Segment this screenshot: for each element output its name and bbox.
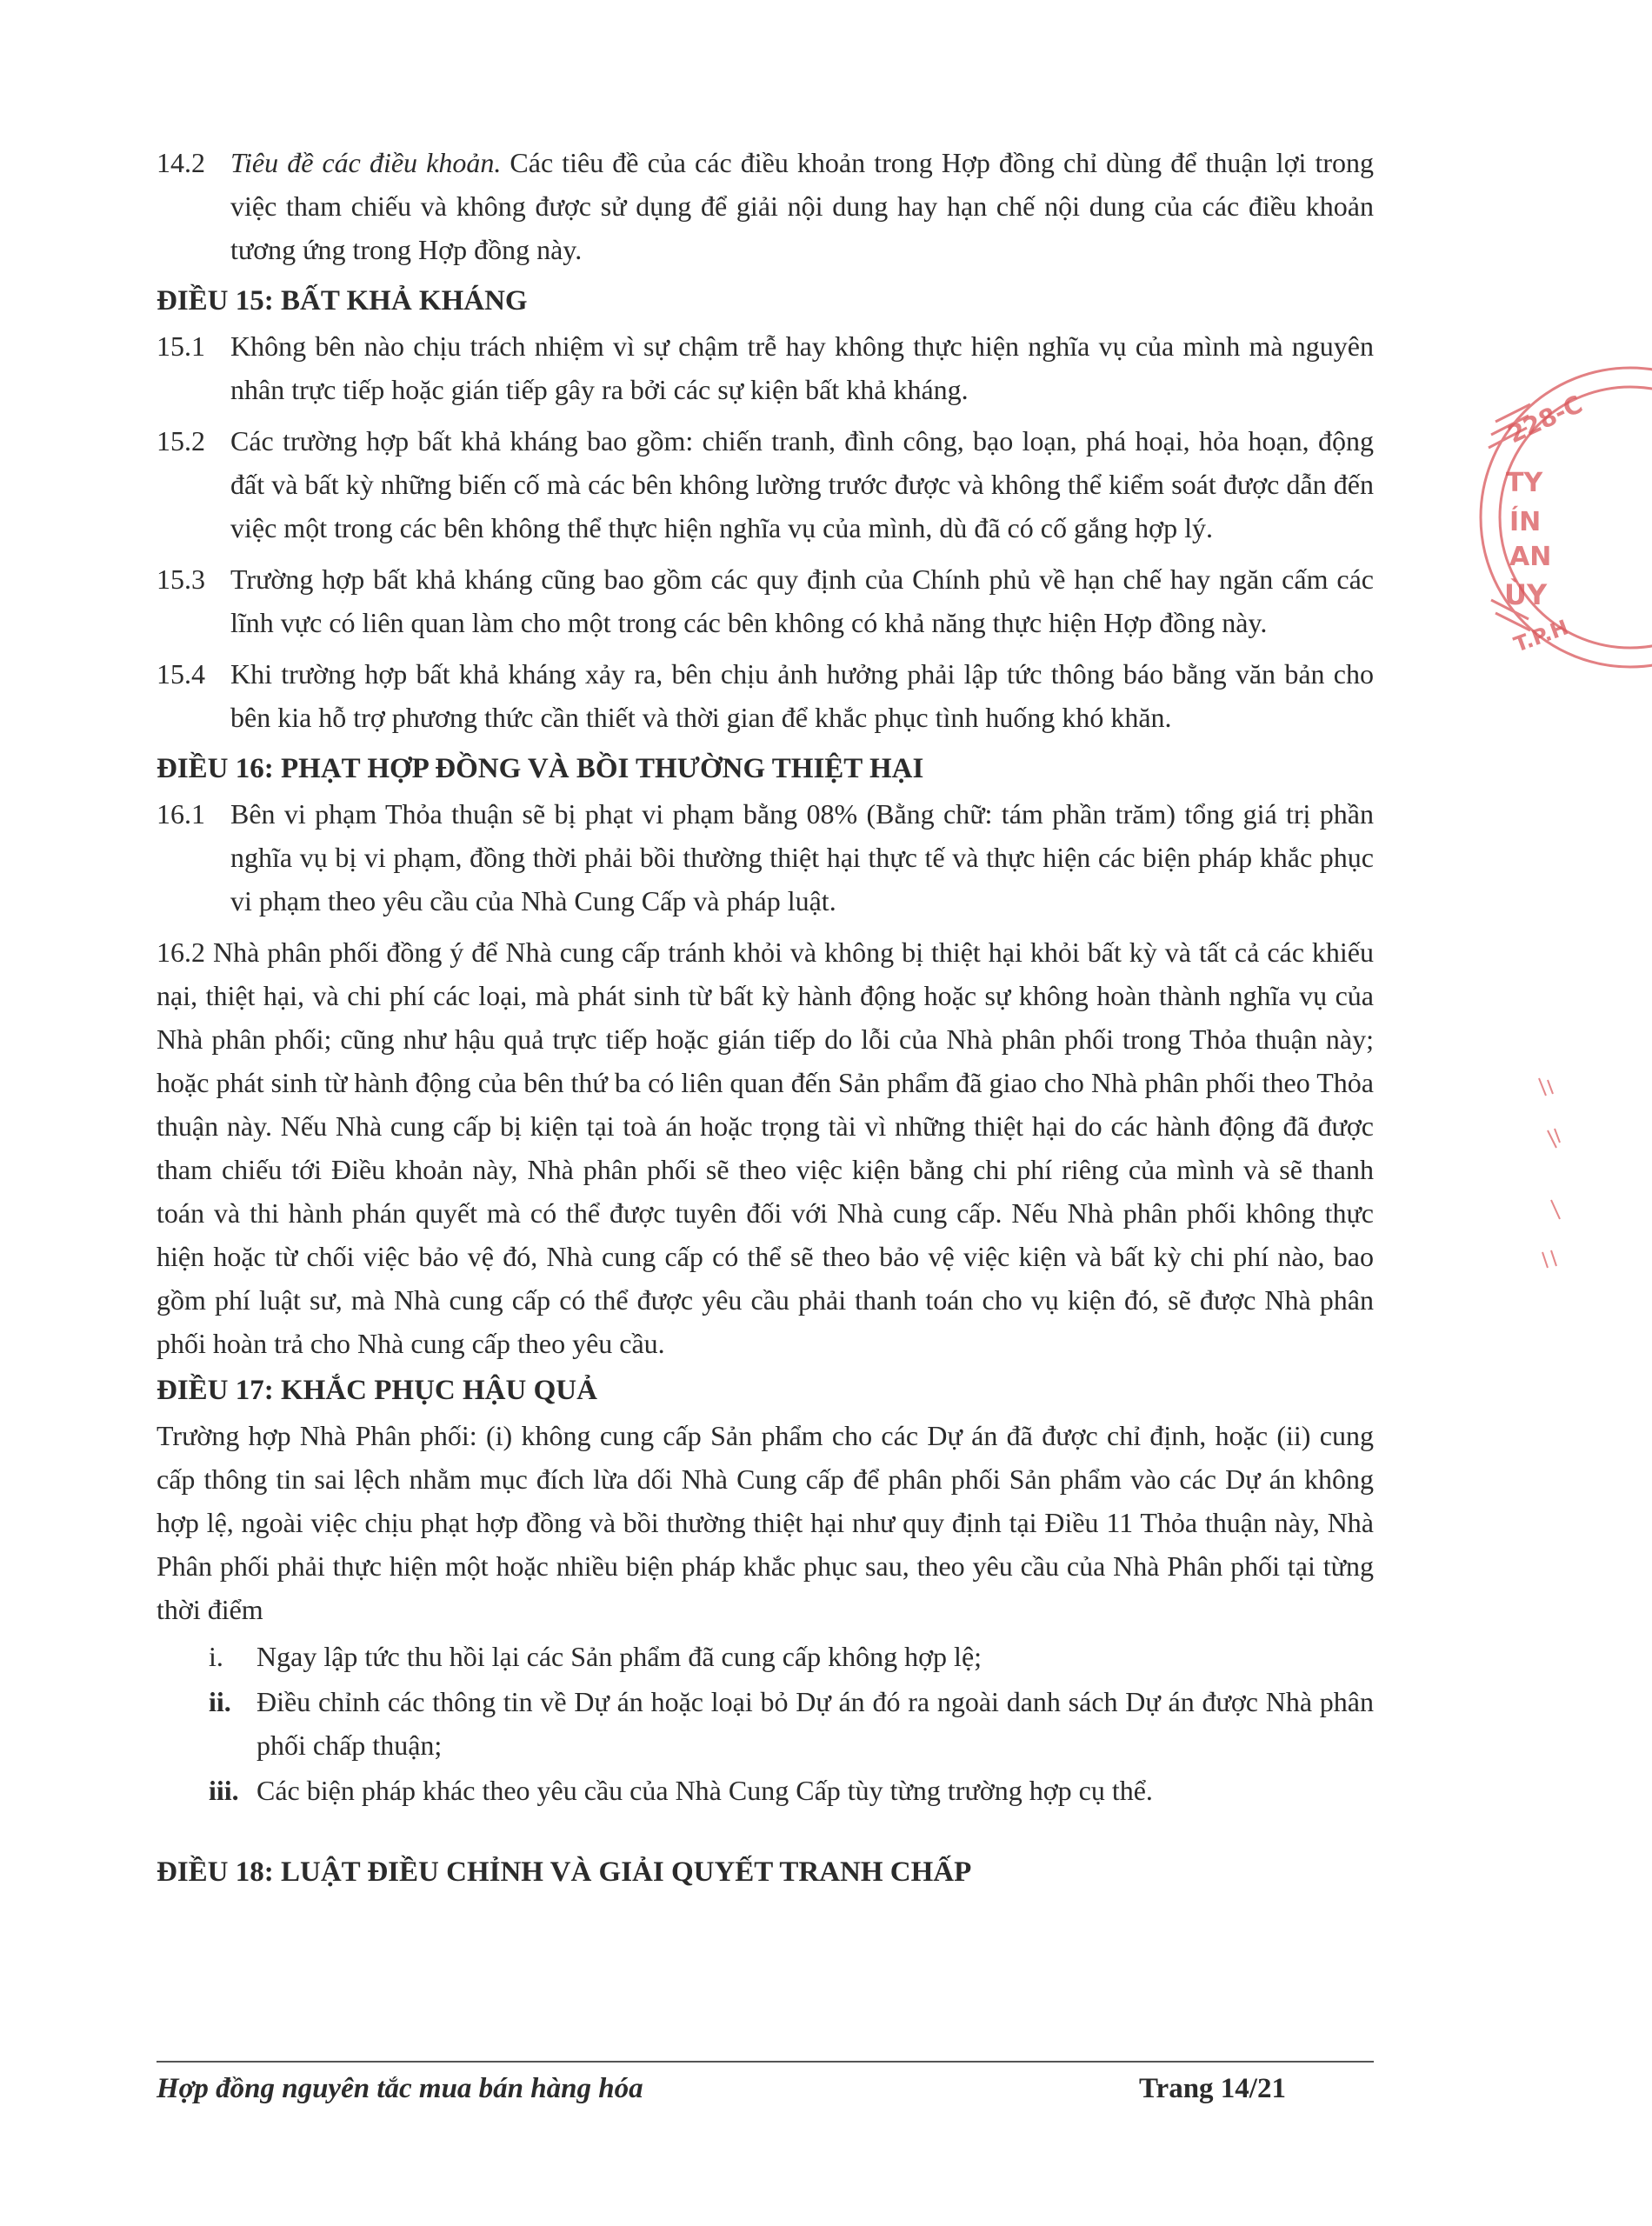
list-marker: i.: [209, 1641, 223, 1672]
spacer: [157, 1814, 1374, 1847]
svg-text:T.P.H: T.P.H: [1510, 615, 1572, 657]
clause-text: Không bên nào chịu trách nhiệm vì sự chậm trễ hay không thực hiện nghĩa vụ của mình mà nguyên nhân trực tiếp hoặc gián tiếp gây ra bởi các sự kiện bất khả kháng.: [230, 330, 1374, 405]
list-text: Các biện pháp khác theo yêu cầu của Nhà Cung Cấp tùy từng trường hợp cụ thể.: [256, 1775, 1153, 1806]
clause-number: 15.1: [157, 330, 205, 362]
list-marker: ii.: [209, 1686, 231, 1717]
article-16-heading: ĐIỀU 16: PHẠT HỢP ĐỒNG VÀ BỒI THƯỜNG THIỆT HẠI: [157, 753, 924, 784]
clause-14-2: [157, 141, 1374, 271]
footer-page-number: Trang 14/21: [1139, 2073, 1286, 2104]
clause-15-4: [157, 652, 1374, 739]
footer-document-title: Hợp đồng nguyên tắc mua bán hàng hóa: [157, 2073, 643, 2104]
remedy-item-3: [157, 1769, 1374, 1812]
clause-number: 16.1: [157, 798, 205, 830]
clause-text: Bên vi phạm Thỏa thuận sẽ bị phạt vi phạm bằng 08% (Bằng chữ: tám phần trăm) tổng giá trị phần nghĩa vụ bị vi phạm, đồng thời phải bồi thường thiệt hại thực tế và thực hiện các biện pháp khắc phục vi phạm theo yêu cầu của Nhà Cung Cấp và pháp luật.: [230, 798, 1374, 916]
svg-text:AN: AN: [1509, 542, 1552, 572]
clause-body: [230, 141, 1374, 271]
clause-15-3: [157, 557, 1374, 644]
signature-marks: [1522, 1070, 1574, 1296]
clause-16-2: 16.2 Nhà phân phối đồng ý để Nhà cung cấp tránh khỏi và không bị thiệt hại khỏi bất kỳ và tất cả các khiếu nại, thiệt hại, và chi phí các loại, mà phát sinh từ bất kỳ hành động hoặc sự không hoàn thành nghĩa vụ của Nhà phân phối; cũng như hậu quả trực tiếp hoặc gián tiếp do lỗi của Nhà phân phối trong Thỏa thuận này; hoặc phát sinh từ hành động của bên thứ ba có liên quan đến Sản phẩm đã giao cho Nhà phân phối theo Thỏa thuận này. Nếu Nhà cung cấp bị kiện tại toà án hoặc trọng tài vì những thiệt hại do các hành động đã được tham chiếu tới Điều khoản này, Nhà phân phối sẽ theo việc kiện bằng chi phí riêng của mình và sẽ thanh toán và thi hành phán quyết mà có thể được tuyên đối với Nhà cung cấp. Nếu Nhà phân phối không thực hiện hoặc từ chối việc bảo vệ đó, Nhà cung cấp có thể sẽ theo bảo vệ việc kiện và bất kỳ chi phí nào, bao gồm phí luật sư, mà Nhà cung cấp có thể được yêu cầu phải thanh toán cho vụ kiện đó, sẽ được Nhà phân phối hoàn trả cho Nhà cung cấp theo yêu cầu.: [157, 936, 1374, 1359]
svg-text:ÍN: ÍN: [1509, 507, 1542, 537]
document-content: [157, 141, 1374, 1896]
clause-number: 14.2: [157, 147, 205, 178]
clause-title: Tiêu đề các điều khoản.: [230, 147, 502, 178]
clause-number: 15.2: [157, 425, 205, 457]
list-marker: iii.: [209, 1775, 239, 1806]
clause-16-1: [157, 792, 1374, 923]
article-17-intro: Trường hợp Nhà Phân phối: (i) không cung cấp Sản phẩm cho các Dự án đã được chỉ định, hoặc (ii) cung cấp thông tin sai lệch nhằm mục đích lừa dối Nhà Cung cấp để phân phối Sản phẩm vào các Dự án không hợp lệ, ngoài việc chịu phạt hợp đồng và bồi thường thiệt hại như quy định tại Điều 11 Thỏa thuận này, Nhà Phân phối phải thực hiện một hoặc nhiều biện pháp khắc phục sau, theo yêu cầu của Nhà Phân phối tại từng thời điểm: [157, 1420, 1374, 1625]
remedy-item-1: [157, 1635, 1374, 1678]
clause-text: Khi trường hợp bất khả kháng xảy ra, bên chịu ảnh hưởng phải lập tức thông báo bằng văn bản cho bên kia hỗ trợ phương thức cần thiết và thời gian để khắc phục tình huống khó khăn.: [230, 658, 1374, 733]
clause-15-2: [157, 419, 1374, 550]
clause-number: 15.3: [157, 563, 205, 595]
clause-text: Các tiêu đề của các điều khoản trong Hợp đồng chỉ dùng để thuận lợi trong việc tham chiếu và không được sử dụng để giải nội dung hay hạn chế nội dung của các điều khoản tương ứng trong Hợp đồng này.: [230, 147, 1375, 265]
clause-text: Các trường hợp bất khả kháng bao gồm: chiến tranh, đình công, bạo loạn, phá hoại, hỏa hoạn, động đất và bất kỳ những biến cố mà các bên không lường trước được và không thể kiểm soát được dẫn đến việc một trong các bên không thể thực hiện nghĩa vụ của mình, dù đã có cố gắng hợp lý.: [230, 425, 1374, 543]
list-text: Ngay lập tức thu hồi lại các Sản phẩm đã cung cấp không hợp lệ;: [256, 1641, 983, 1672]
article-17-heading: ĐIỀU 17: KHẮC PHỤC HẬU QUẢ: [157, 1375, 597, 1406]
clause-15-1: [157, 324, 1374, 411]
svg-text:ÙY: ÙY: [1504, 578, 1548, 611]
clause-number: 15.4: [157, 658, 205, 690]
article-15-heading: ĐIỀU 15: BẤT KHẢ KHÁNG: [157, 285, 528, 317]
article-18-heading: ĐIỀU 18: LUẬT ĐIỀU CHỈNH VÀ GIẢI QUYẾT TRANH CHẤP: [157, 1856, 972, 1888]
footer-divider: [157, 2061, 1374, 2063]
company-seal-stamp: [1478, 361, 1652, 674]
list-text: Điều chỉnh các thông tin về Dự án hoặc loại bỏ Dự án đó ra ngoài danh sách Dự án được Nhà phân phối chấp thuận;: [256, 1686, 1374, 1761]
svg-text:228-C: 228-C: [1503, 390, 1588, 450]
clause-text: Trường hợp bất khả kháng cũng bao gồm các quy định của Chính phủ về hạn chế hay ngăn cấm các lĩnh vực có liên quan làm cho một trong các bên không có khả năng thực hiện Hợp đồng này.: [230, 563, 1374, 638]
svg-text:TY: TY: [1506, 468, 1543, 498]
remedy-item-2: [157, 1680, 1374, 1767]
